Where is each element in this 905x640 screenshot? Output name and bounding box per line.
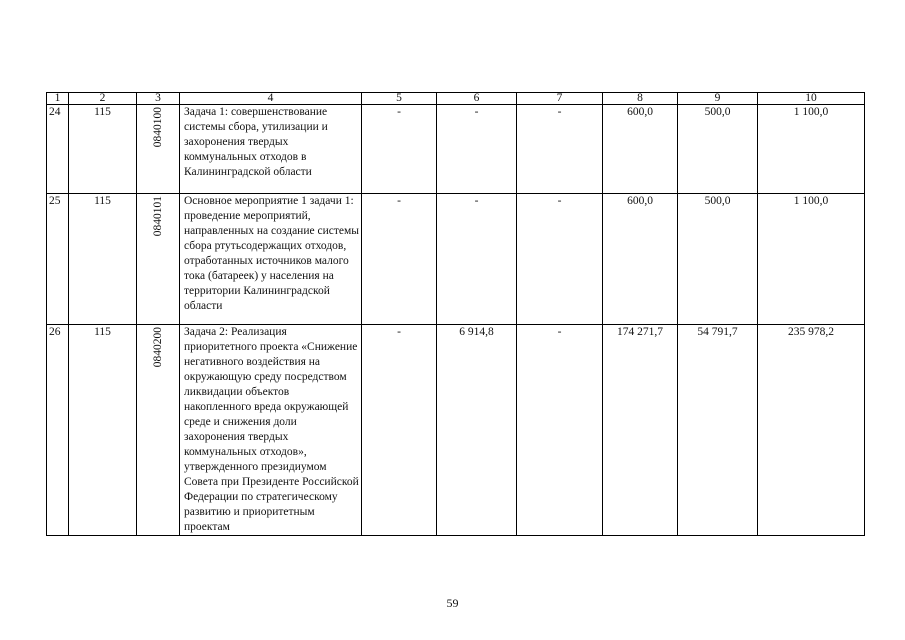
- cell-code: [137, 105, 180, 194]
- row-number: 26: [47, 325, 69, 536]
- table-row: [47, 325, 865, 536]
- column-header: 2: [69, 93, 137, 105]
- row-number: 25: [47, 194, 69, 325]
- cell-col6: -: [437, 105, 517, 194]
- cell-col8: 174 271,7: [603, 325, 678, 536]
- cell-description: Задача 1: совершенствование системы сбора, утилизации и захоронения твердых коммунальных отходов в Калининградской области: [180, 105, 362, 194]
- table-header-row: [47, 93, 865, 105]
- column-header: 4: [180, 93, 362, 105]
- cell-col8: 600,0: [603, 194, 678, 325]
- cell-col7: -: [517, 325, 603, 536]
- cell-code: [137, 325, 180, 536]
- cell-col2: 115: [69, 325, 137, 536]
- cell-col10: 235 978,2: [758, 325, 865, 536]
- cell-col10: 1 100,0: [758, 194, 865, 325]
- column-header: 5: [362, 93, 437, 105]
- code-text: 0840200: [152, 327, 164, 368]
- cell-col5: -: [362, 105, 437, 194]
- cell-col8: 600,0: [603, 105, 678, 194]
- column-header: 9: [678, 93, 758, 105]
- column-header: 8: [603, 93, 678, 105]
- cell-col2: 115: [69, 105, 137, 194]
- budget-table: [46, 92, 865, 536]
- cell-col9: 500,0: [678, 105, 758, 194]
- cell-col7: -: [517, 105, 603, 194]
- page-number: 59: [446, 596, 459, 610]
- cell-description: Задача 2: Реализация приоритетного проекта «Снижение негативного воздействия на окружающую среду посредством ликвидации объектов накопленного вреда окружающей среде и снижения доли захоронения твердых коммунальных отходов», утвержденного президиумом Совета при Президенте Российской Федерации по стратегическому развитию и приоритетным проектам: [180, 325, 362, 536]
- column-header: 3: [137, 93, 180, 105]
- column-header: 10: [758, 93, 865, 105]
- code-text: 0840101: [152, 196, 164, 237]
- column-header: 7: [517, 93, 603, 105]
- table-row: [47, 194, 865, 325]
- cell-col9: 54 791,7: [678, 325, 758, 536]
- cell-col10: 1 100,0: [758, 105, 865, 194]
- code-text: 0840100: [152, 107, 164, 148]
- table-row: [47, 105, 865, 194]
- cell-col6: 6 914,8: [437, 325, 517, 536]
- column-header: 1: [47, 93, 69, 105]
- cell-description: Основное мероприятие 1 задачи 1: проведение мероприятий, направленных на создание системы сбора ртутьсодержащих отходов, отработанных источников малого тока (батареек) у населения на территории Калининградской области: [180, 194, 362, 325]
- cell-col2: 115: [69, 194, 137, 325]
- cell-col9: 500,0: [678, 194, 758, 325]
- column-header: 6: [437, 93, 517, 105]
- row-number: 24: [47, 105, 69, 194]
- cell-col5: -: [362, 325, 437, 536]
- cell-col5: -: [362, 194, 437, 325]
- cell-col6: -: [437, 194, 517, 325]
- cell-col7: -: [517, 194, 603, 325]
- cell-code: [137, 194, 180, 325]
